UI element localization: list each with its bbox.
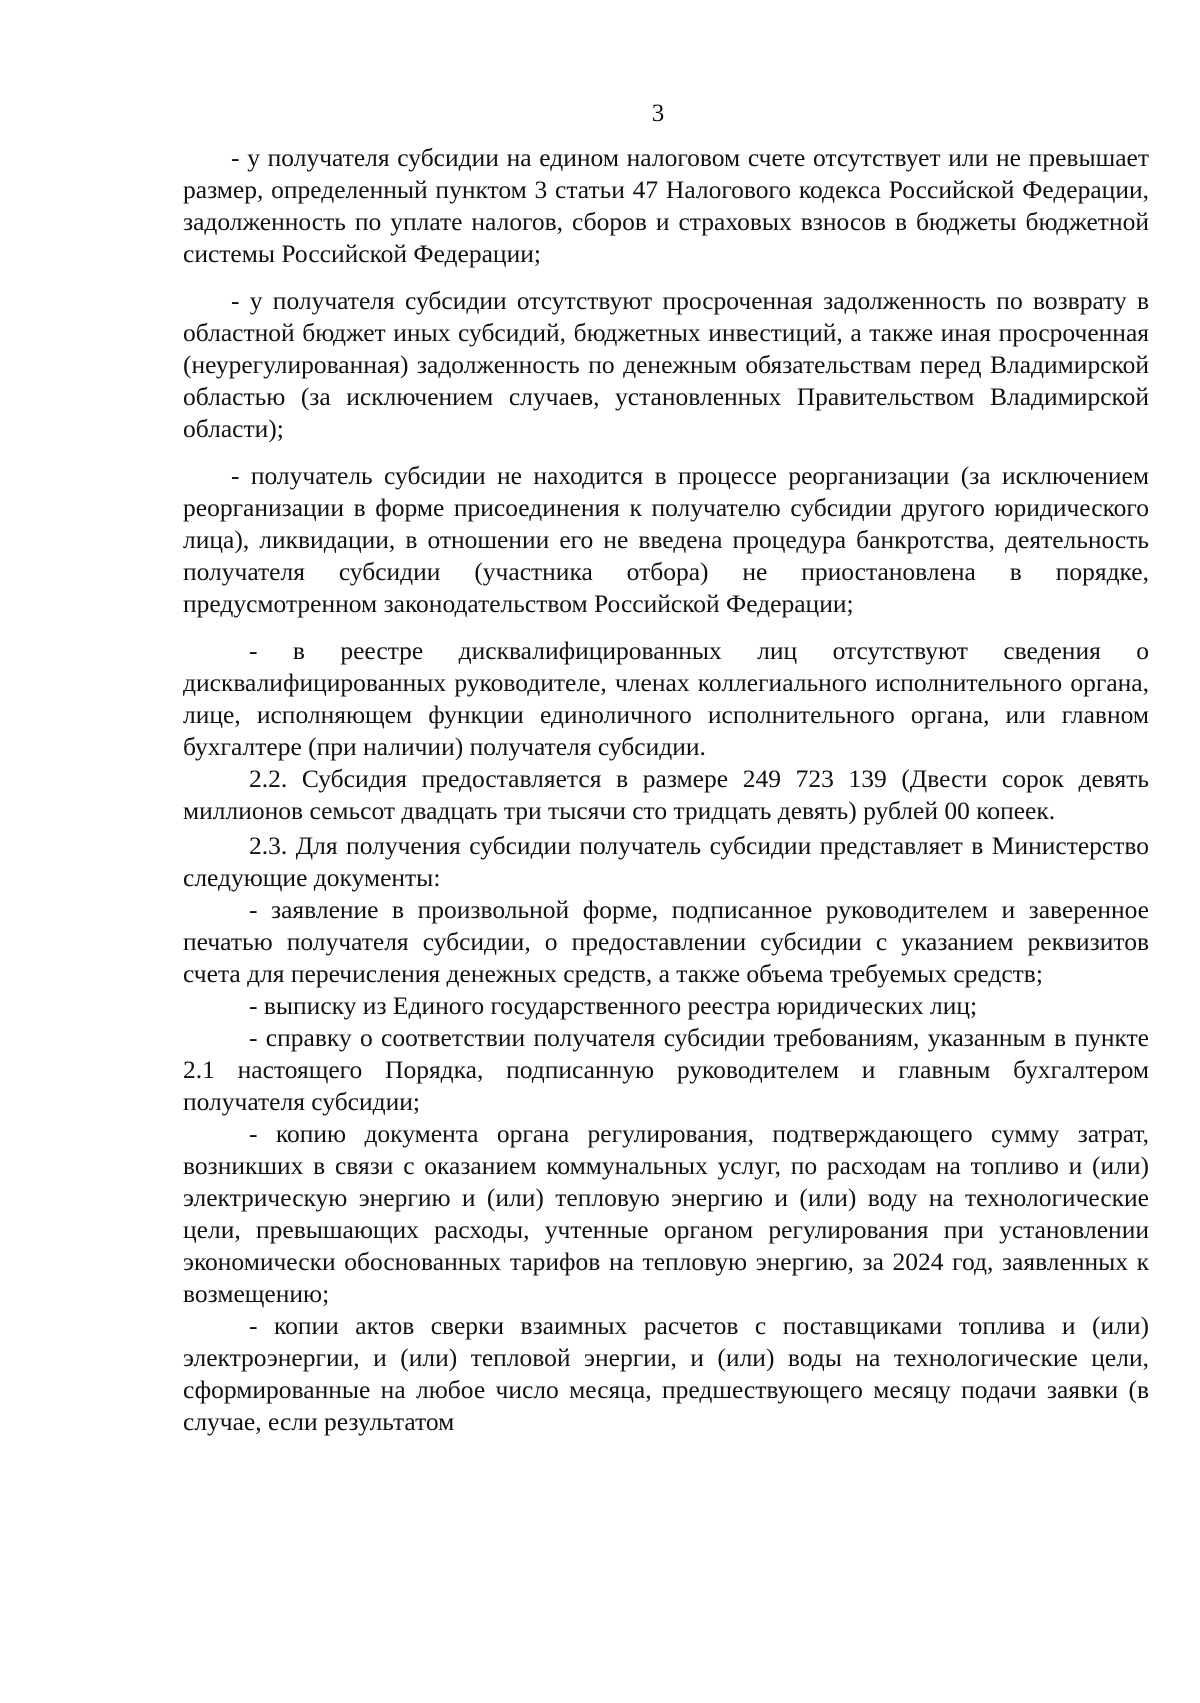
paragraph-disqualified-persons: - в реестре дисквалифицированных лиц отсутствуют сведения о дисквалифицированных руководителе, членах коллегиального исполнительного органа, лице, исполняющем функции единоличного исполнительного органа, или главном бухгалтере (при наличии) получателя субсидии.: [183, 636, 1149, 761]
paragraph-overdue-debt: - у получателя субсидии отсутствуют просроченная задолженность по возврату в областной бюджет иных субсидий, бюджетных инвестиций, а также иная просроченная (неурегулированная) задолженность по денежным обязательствам перед Владимирской областью (за исключением случаев, установленных Правительством Владимирской области);: [183, 286, 1149, 443]
paragraph-application: - заявление в произвольной форме, подписанное руководителем и заверенное печатью получателя субсидии, о предоставлении субсидии с указанием реквизитов счета для перечисления денежных средств, а также объема требуемых средств;: [183, 895, 1149, 988]
paragraph-compliance-certificate: - справку о соответствии получателя субсидии требованиям, указанным в пункте 2.1 настоящего Порядка, подписанную руководителем и главным бухгалтером получателя субсидии;: [183, 1023, 1149, 1116]
paragraph-subsidy-amount: 2.2. Субсидия предоставляется в размере 249 723 139 (Двести сорок девять миллионов семьсот двадцать три тысячи сто тридцать девять) рублей 00 копеек.: [183, 764, 1149, 825]
document-body: [183, 142, 1149, 1438]
paragraph-tax-debt: - у получателя субсидии на едином налоговом счете отсутствует или не превышает размер, определенный пунктом 3 статьи 47 Налогового кодекса Российской Федерации, задолженность по уплате налогов, сборов и страховых взносов в бюджеты бюджетной системы Российской Федерации;: [183, 143, 1149, 268]
paragraph-documents-intro: 2.3. Для получения субсидии получатель субсидии представляет в Министерство следующие документы:: [183, 831, 1149, 892]
paragraph-reorganization: - получатель субсидии не находится в процессе реорганизации (за исключением реорганизации в форме присоединения к получателю субсидии другого юридического лица), ликвидации, в отношении его не введена процедура банкротства, деятельность получателя субсидии (участника отбора) не приостановлена в порядке, предусмотренном законодательством Российской Федерации;: [183, 461, 1149, 618]
paragraph-registry-extract: - выписку из Единого государственного реестра юридических лиц;: [249, 991, 978, 1020]
paragraph-reconciliation-acts: - копии актов сверки взаимных расчетов с поставщиками топлива и (или) электроэнергии, и (или) тепловой энергии, и (или) воды на технологические цели, сформированные на любое число месяца, предшествующего месяцу подачи заявки (в случае, если результатом: [183, 1311, 1149, 1436]
page-number: 3: [651, 100, 665, 127]
paragraph-regulator-document: - копию документа органа регулирования, подтверждающего сумму затрат, возникших в связи с оказанием коммунальных услуг, по расходам на топливо и (или) электрическую энергию и (или) тепловую энергию и (или) воду на технологические цели, превышающих расходы, учтенные органом регулирования при установлении экономически обоснованных тарифов на тепловую энергию, за 2024 год, заявленных к возмещению;: [183, 1119, 1149, 1308]
